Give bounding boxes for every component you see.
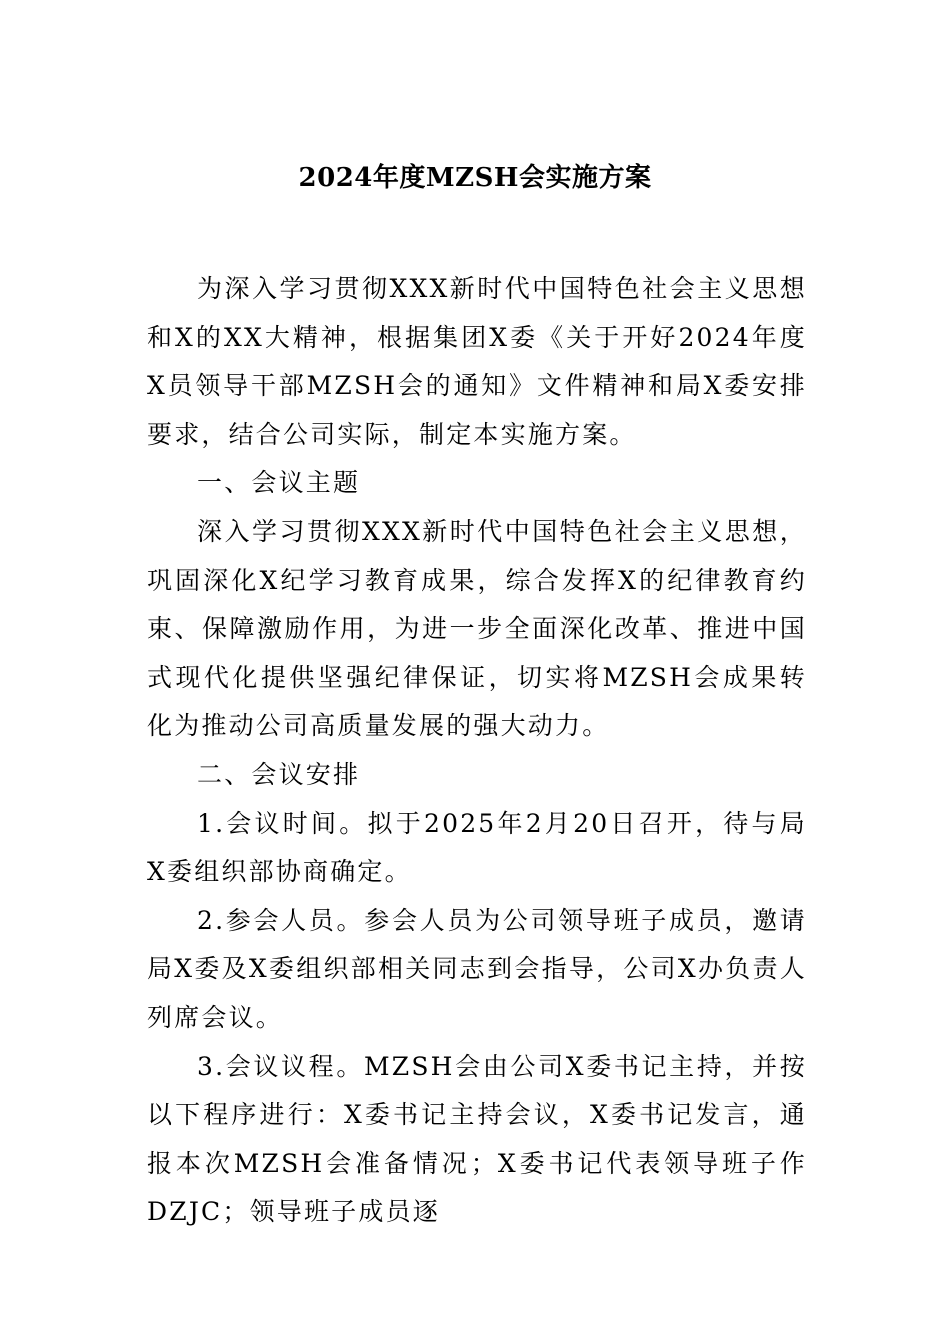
document-body (147, 265, 807, 1237)
document-title: 2024年度MZSH会实施方案 (298, 163, 652, 193)
section-heading-theme: 一、会议主题 (197, 468, 361, 498)
paragraph-theme: 深入学习贯彻XXX新时代中国特色社会主义思想，巩固深化X纪学习教育成果，综合发挥X的纪律教育约束、保障激励作用，为进一步全面深化改革、推进中国式现代化提供坚强纪律保证，切实将MZSH会成果转化为推动公司高质量发展的强大动力。 (147, 516, 807, 741)
paragraph-meeting-time: 1.会议时间。拟于2025年2月20日召开，待与局X委组织部协商确定。 (147, 808, 807, 887)
section-heading-arrangement: 二、会议安排 (197, 759, 361, 789)
paragraph-intro: 为深入学习贯彻XXX新时代中国特色社会主义思想和X的XX大精神，根据集团X委《关于开好2024年度X员领导干部MZSH会的通知》文件精神和局X委安排要求，结合公司实际，制定本实施方案。 (147, 274, 807, 449)
paragraph-agenda: 3.会议议程。MZSH会由公司X委书记主持，并按以下程序进行：X委书记主持会议，X委书记发言，通报本次MZSH会准备情况；X委书记代表领导班子作DZJC；领导班子成员逐 (147, 1051, 807, 1227)
paragraph-attendees: 2.参会人员。参会人员为公司领导班子成员，邀请局X委及X委组织部相关同志到会指导，公司X办负责人列席会议。 (147, 905, 807, 1032)
